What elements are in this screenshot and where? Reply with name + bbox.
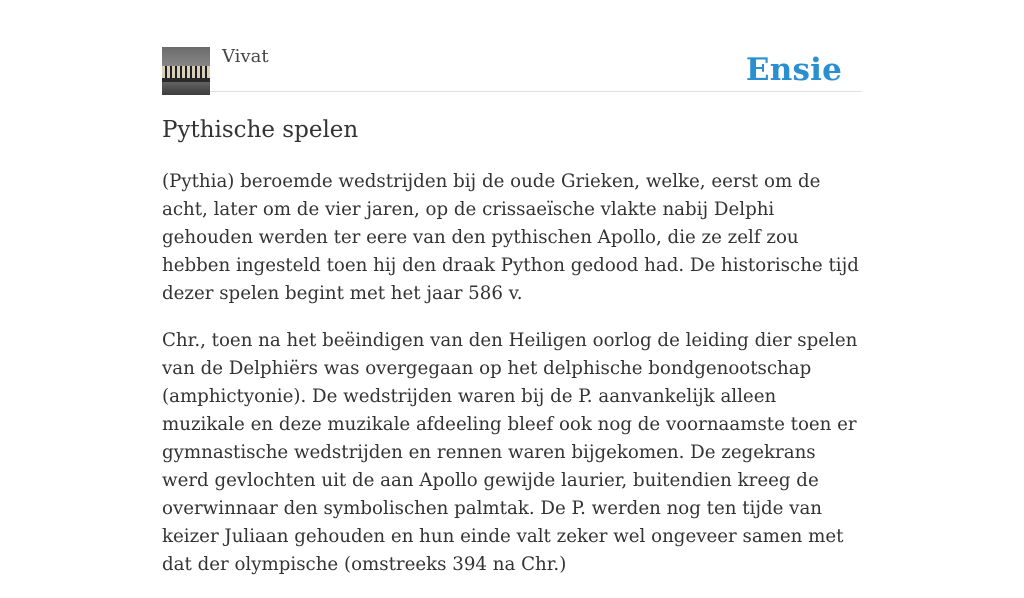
- brand-logo[interactable]: Ensie: [745, 52, 842, 88]
- page-title: Pythische spelen: [162, 117, 359, 143]
- author-name[interactable]: Vivat: [222, 46, 269, 67]
- article-page: [162, 0, 862, 575]
- avatar[interactable]: [162, 47, 210, 95]
- header: [162, 0, 862, 92]
- paragraph: Chr., toen na het beëindigen van den Heiligen oorlog de leiding dier spelen van de Delphiërs was overgegaan op het delphische bondgenootschap (amphictyonie). De wedstrijden waren bij de P. aanvankelijk alleen muzikale en deze muzikale afdeeling bleef ook nog de voornaamste toen er gymnastische wedstrijden en rennen waren bijgekomen. De zegekrans werd gevlochten uit de aan Apollo gewijde laurier, buitendien kreeg de overwinnaar den symbolischen palmtak. De P. werden nog ten tijde van keizer Juliaan gehouden en hun einde valt zeker wel ongeveer samen met dat der olympische (omstreeks 394 na Chr.): [162, 330, 858, 575]
- article-body: [162, 168, 862, 598]
- paragraph: (Pythia) beroemde wedstrijden bij de oude Grieken, welke, eerst om de acht, later om de vier jaren, op de crissaeïsche vlakte nabij Delphi gehouden werden ter eere van den pythischen Apollo, die ze zelf zou hebben ingesteld toen hij den draak Python gedood had. De historische tijd dezer spelen begint met het jaar 586 v.: [162, 171, 859, 304]
- typewriter-keys-icon: [162, 47, 210, 95]
